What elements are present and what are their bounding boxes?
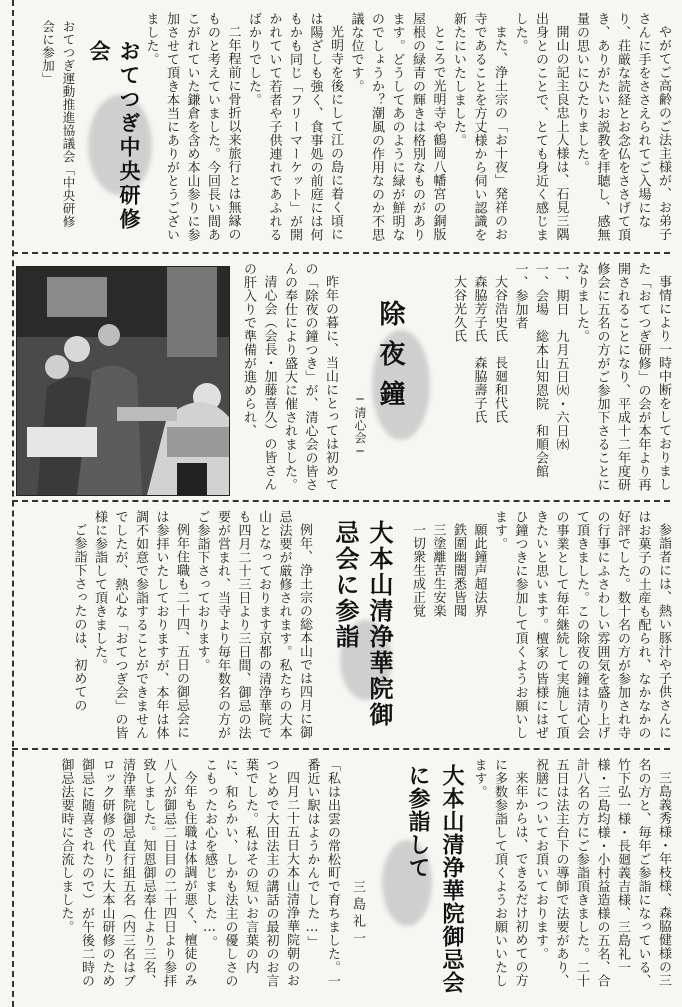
detail-line: 一、会場 総本山知恩院 和順会館 [533, 262, 548, 478]
paragraph: 来年からは、できるだけ初めての方に多数参詣して頂くようお願いいたします。 [471, 758, 528, 988]
paragraph: 今年も住職は体調が悪く、檀徒のみ八人が御忌二日目の二十四日より参拝致しました。知恩御忌奉仕より三名、清浄華院御忌直行組五名（内三名はブロック研修の代りに大本山研修のため御忌に随喜されたので）が午後二時の御忌法要時に合流しました。 [58, 758, 197, 988]
bell-ringing-photo [16, 266, 230, 496]
left-border [12, 0, 14, 1007]
verse-line: 一切衆生成正覚 [410, 523, 425, 618]
verse-line: 三塗離苦生安楽 [430, 523, 446, 618]
section2-announcement [445, 262, 673, 494]
section2-subtitle: ─清心会─ [353, 392, 367, 459]
paragraph: 清心会（会長・加藤喜久）の皆さんの肝入りで準備が進められ、 [241, 262, 277, 491]
section-divider [12, 252, 670, 254]
section4-author: 三島礼一 [350, 880, 365, 948]
section3-body [18, 510, 314, 744]
paragraph: 「私は出雲の常松町で育ちました。一番近い駅はようかんでした…」 [304, 758, 340, 988]
section1-title: おてつぎ中央研修会 [87, 40, 141, 232]
section-divider [12, 748, 670, 750]
verse-line: 願此鐘声超法界 [471, 523, 487, 618]
photo-illustration [17, 267, 229, 495]
paragraph: 事情により一時中断をしておりました「おてつぎ研修」の会が本年より再開されることになり、平成十二年度研修会に五名の方がご参加下さることになりました。 [574, 262, 671, 492]
detail-line: 一、参加者 [512, 262, 528, 330]
paragraph: ところで光明寺や鶴岡八幡宮の銅版屋根の緑青の輝きは格別なものがあります。どうしてあのように緑が鮮明なのでしょうか？潮風の作用なのか不思議な位です。 [348, 12, 446, 242]
section3-right [410, 510, 673, 744]
paragraph: また、浄土宗の「お十夜」発祥のお寺であることを方丈様から伺い認識を新たにいたしました。 [451, 12, 507, 242]
detail-line: 一、期日 九月五日㈫・六日㈬ [553, 262, 569, 451]
section-divider [12, 500, 670, 502]
section2-body [232, 262, 340, 494]
section1-body [143, 12, 673, 248]
paragraph: やがてご高齢のご法主様が、お弟子さんに手をささえられてご入場になり、荘厳な読経とお念仏をささげて頂き、ありがたいお説教を拝聴し、感無量の思いにひたりました。 [574, 12, 671, 242]
paragraph: 開山の記主良忠上人様は、石見三隅出身とのことで、とても身近く感じました。 [512, 12, 569, 242]
paragraph: 例年、浄土宗の総本山では四月に御忌法要が厳修されます。私たちの大本山となっております京都の清浄華院でも四月二十三日より三日間、御忌の法要が営まれ、当寺より毎年数名の方がご参詣下さっております。 [194, 510, 312, 740]
participant-line: 森脇芳子氏 森脇壽子氏 [471, 275, 487, 424]
section4-body [18, 758, 342, 998]
verse-line: 鉄圍幽闇悉皆聞 [451, 523, 466, 618]
participant-line: 大谷光久氏 [451, 275, 466, 343]
paragraph: 参詣者には、熱い豚汁や子供さんにはお菓子の土産も配られ、なかなかの好評でした。数十名の方が参加され寺の行事にふさわしい雰囲気を盛り上げて頂きました。この除夜の鐘は清心会の事業として毎年継続して実施して頂きたいと思います。檀家の皆様にはぜひ鐘つきに参加して頂くようお願いします。 [492, 510, 671, 740]
section2-title: 除夜鐘 [375, 300, 405, 420]
section4-right [471, 758, 673, 998]
section4-title: 大本山清浄華院御忌会に参詣して [405, 764, 464, 994]
paragraph: ご参詣下さったのは、初めての [71, 523, 87, 712]
paragraph: 二年程前に骨折以来旅行とは無縁のものと考えていました。今回長い間あこがれていた鎌倉を含め本山参りに参加させて頂き本当にありがとうございました。 [143, 12, 241, 242]
paragraph: 昨年の暮に、当山にとっては初めての「除夜の鐘つき」が、清心会の皆さんの奉仕により盛大に催されました。 [282, 262, 338, 492]
section3-title: 大本山清浄華院御忌会に参詣 [331, 520, 393, 728]
paragraph: 四月二十五日大本山清浄華院朝のおつとめで大田法主の講話の最初のお言葉でした。私はその短いお言葉の内に、和らかい、しかも法主の優しさのこもったお心を感じました…。 [202, 758, 299, 988]
paragraph: 三島義秀様・年枝様、森脇健様の三名の方と、毎年ご参詣になっている、竹下弘一様・長廻義吉様、三島礼一様・三島均様・小村益造様の五名、合計八名の方にご参詣頂きました。二十五日は法主台下の導師で法要があり、祝膳についてお頂いております。 [533, 758, 671, 988]
paragraph: 光明寺を後にして江の島に着く頃には陽ざしも強く、食事処の前庭には何もかも同じ「フリーマーケット」が開かれていて若者や子供連れであふれるばかりでした。 [246, 12, 343, 242]
participant-line: 大谷浩史氏 長廻和代氏 [492, 275, 507, 424]
paragraph: 例年住職も二十四、五日の御忌会には参拝いたしておりますが、本年は体調不如意で参詣することができませんでしたが、熱心な「おてつぎ会」の皆様に参詣して頂きました。 [92, 510, 189, 740]
section1-subtitle: おてつぎ運動推進協議会「中央研修会に参加」 [40, 20, 76, 228]
